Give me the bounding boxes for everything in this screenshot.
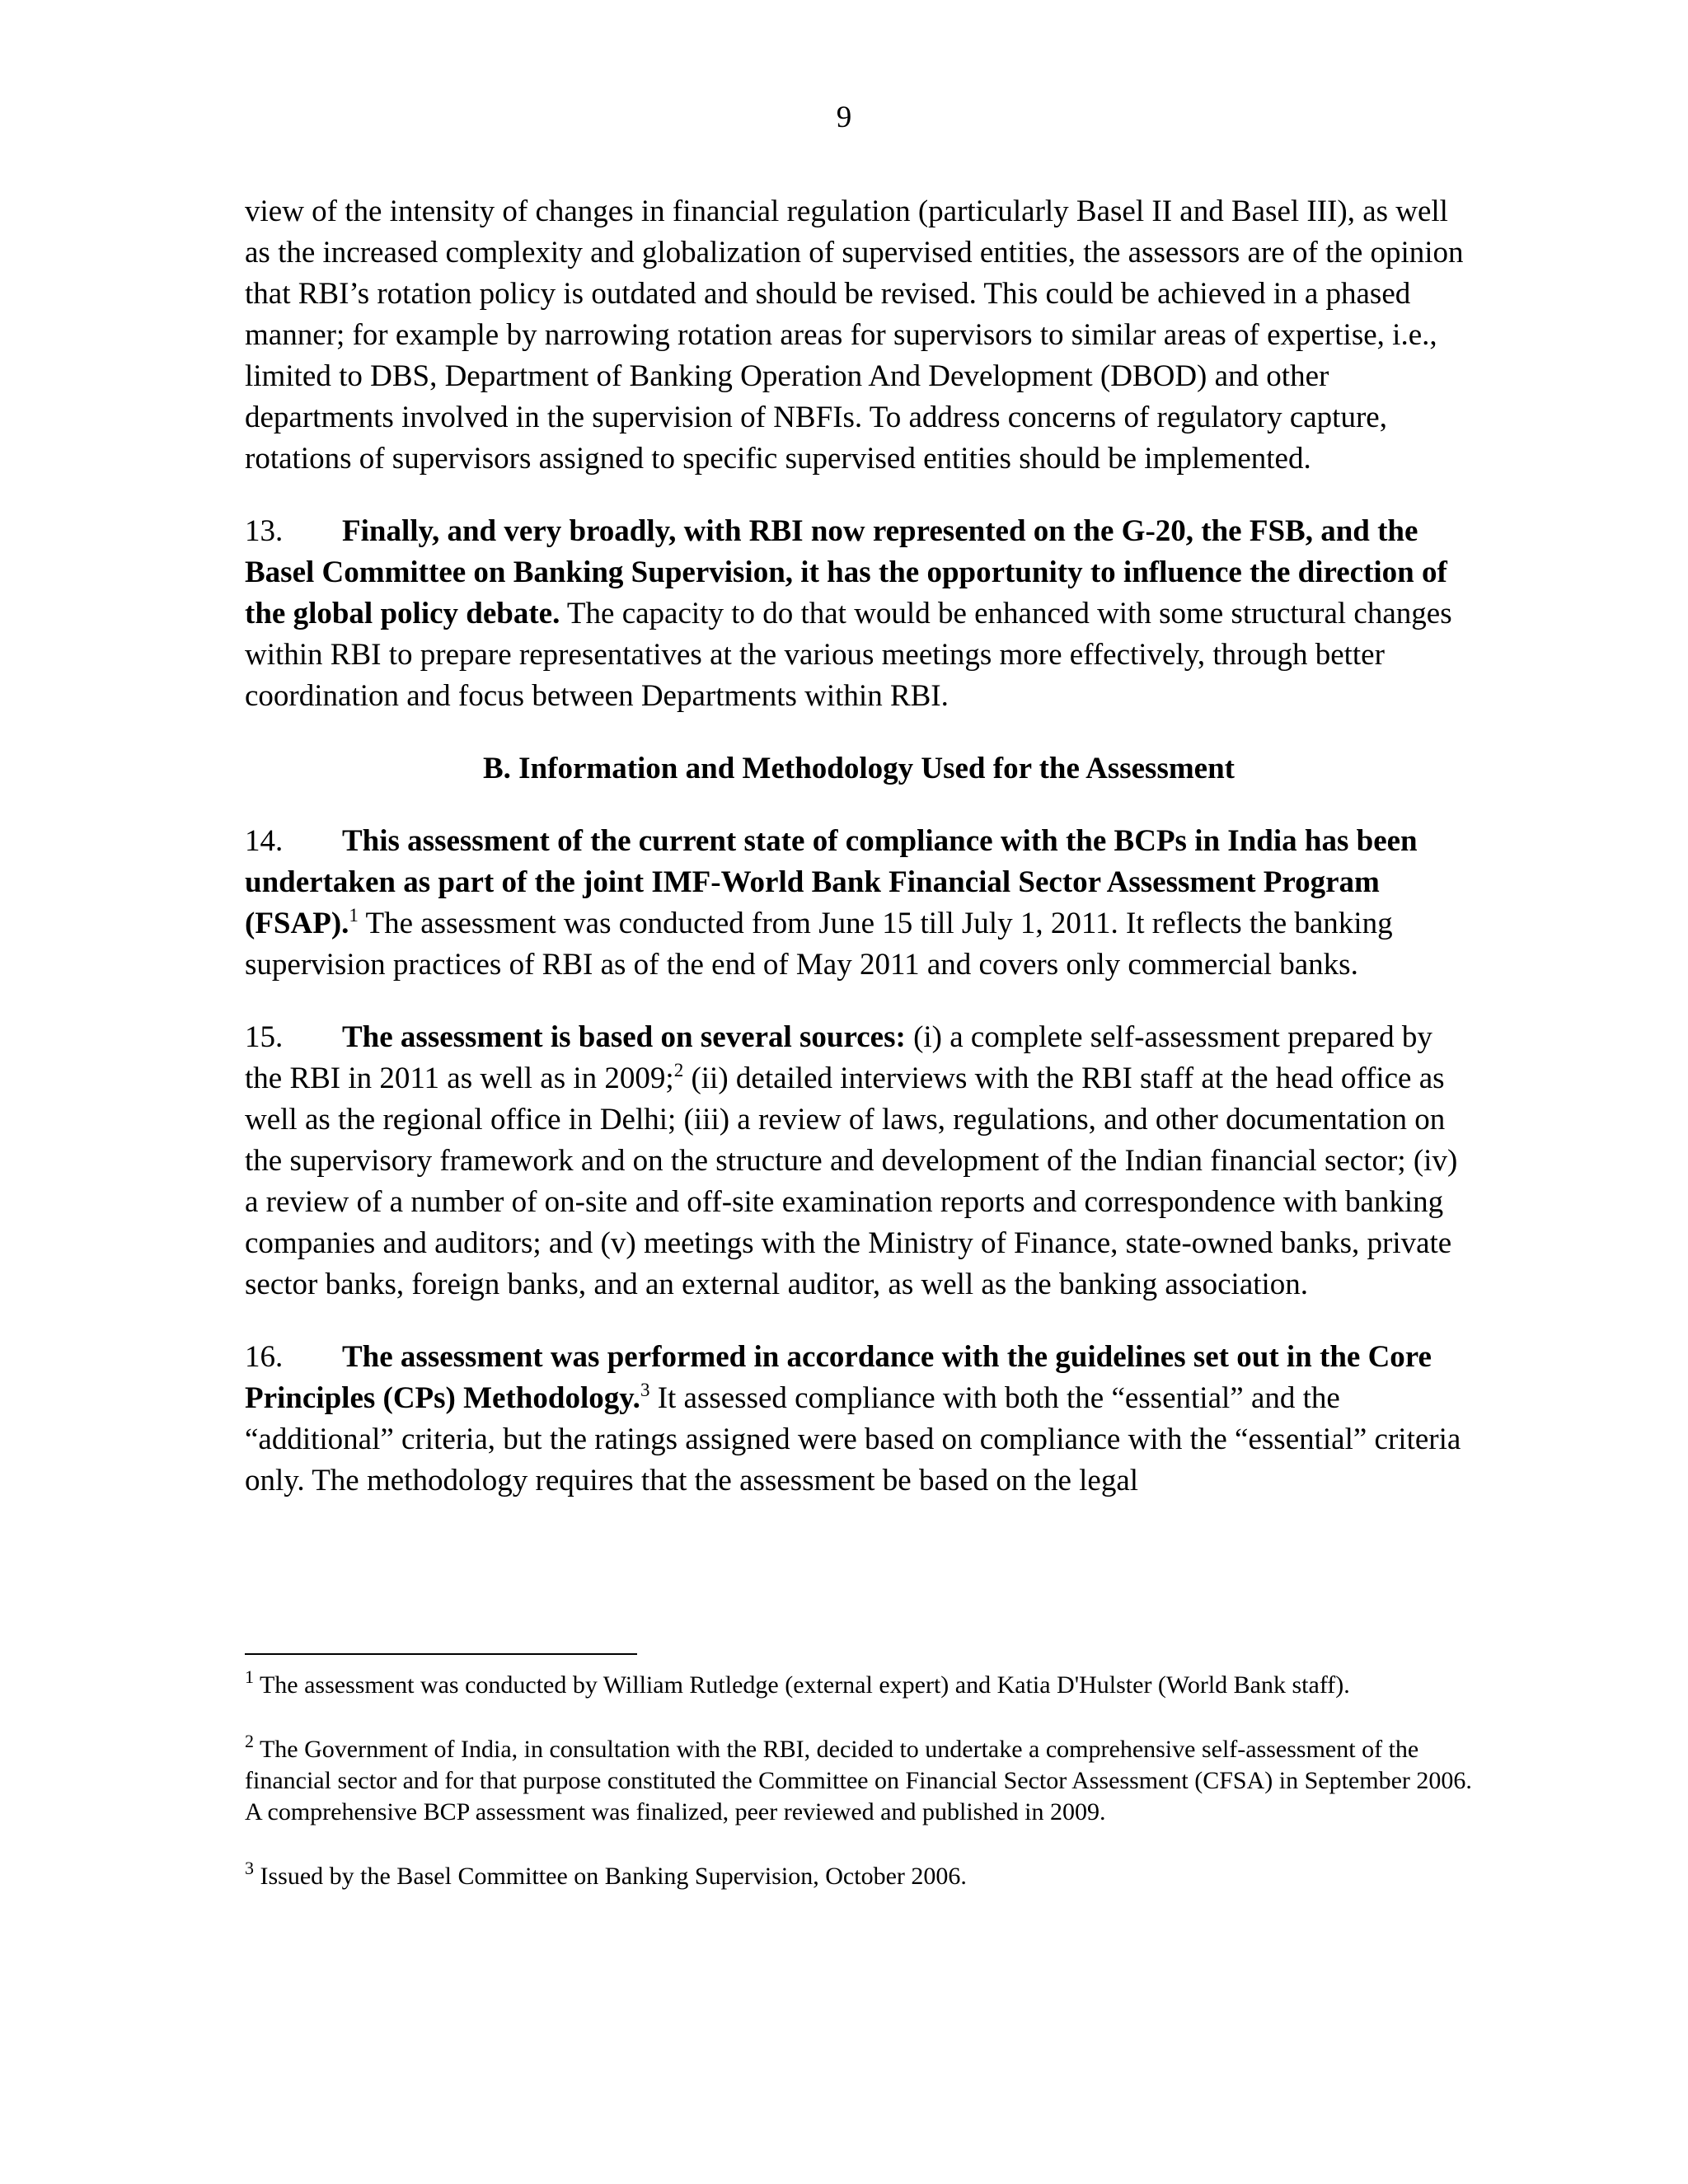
paragraph-text: (i) a complete self-assessment prepared by the RBI in 2011 as well as in 2009;	[245, 1020, 1432, 1095]
section-heading: B. Information and Methodology Used for the Assessment	[482, 752, 1235, 785]
paragraph-lead-bold: The assessment was performed in accordance with the guidelines set out in the Core Principles (CPs) Methodology.	[245, 1340, 1432, 1415]
body-text	[245, 191, 1473, 1502]
footnote-ref[interactable]: 1	[349, 905, 359, 926]
footnote-text: The Government of India, in consultation with the RBI, decided to undertake a comprehensive self-assessment of the financial sector and for that purpose constituted the Committee on Financial Sector Assessment (CFSA) in September 2006. A comprehensive BCP assessment was finalized, peer reviewed and published in 2009.	[245, 1736, 1472, 1825]
paragraph-16	[245, 1337, 1473, 1502]
paragraph-15	[245, 1017, 1473, 1305]
footnote-3	[245, 1858, 1473, 1892]
paragraph-number: 15.	[245, 1020, 284, 1054]
paragraph-text: The capacity to do that would be enhanced with some structural changes within RBI to prepare representatives at the various meetings more effectively, through better coordination and focus between Departments within RBI.	[245, 597, 1452, 713]
paragraph-lead-bold: Finally, and very broadly, with RBI now represented on the G-20, the FSB, and the Basel Committee on Banking Supervision, it has the opportunity to influence the direction of the global policy debate.	[245, 514, 1447, 630]
footnote-ref[interactable]: 2	[673, 1060, 684, 1080]
footnote-2	[245, 1731, 1473, 1828]
paragraph-number: 16.	[245, 1340, 284, 1374]
footnote-mark: 2	[245, 1731, 254, 1751]
paragraph-13	[245, 511, 1473, 717]
paragraph-text: It assessed compliance with both the “essential” and the “additional” criteria, but the ratings assigned were based on compliance with the “essential” criteria only. The methodology requires that the assessment be based on the legal	[245, 1381, 1461, 1497]
paragraph-number: 13.	[245, 514, 284, 548]
footnote-1	[245, 1666, 1473, 1701]
footnote-mark: 3	[245, 1858, 254, 1878]
paragraph-lead-bold: The assessment is based on several sources:	[342, 1020, 906, 1054]
paragraph-number: 14.	[245, 824, 284, 858]
paragraph-12-continued: view of the intensity of changes in financial regulation (particularly Basel II and Basel III), as well as the increased complexity and globalization of supervised entities, the assessors are of the opinion that RBI’s rotation policy is outdated and should be revised. This could be achieved in a phased manner; for example by narrowing rotation areas for supervisors to similar areas of expertise, i.e., limited to DBS, Department of Banking Operation And Development (DBOD) and other departments involved in the supervision of NBFIs. To address concerns of regulatory capture, rotations of supervisors assigned to specific supervised entities should be implemented.	[245, 194, 1464, 476]
page-number: 9	[836, 101, 852, 134]
paragraph-text: The assessment was conducted from June 15 till July 1, 2011. It reflects the banking supervision practices of RBI as of the end of May 2011 and covers only commercial banks.	[245, 907, 1393, 982]
paragraph-lead-bold: This assessment of the current state of compliance with the BCPs in India has been undertaken as part of the joint IMF-World Bank Financial Sector Assessment Program (FSAP).	[245, 824, 1418, 940]
paragraph-14	[245, 821, 1473, 986]
footnotes	[245, 1666, 1473, 1925]
footnote-ref[interactable]: 3	[640, 1380, 650, 1400]
footnote-divider	[245, 1653, 637, 1655]
footnote-text: The assessment was conducted by William Rutledge (external expert) and Katia D'Hulster (World Bank staff).	[254, 1671, 1350, 1699]
footnote-mark: 1	[245, 1666, 254, 1687]
footnote-text: Issued by the Basel Committee on Banking Supervision, October 2006.	[254, 1863, 967, 1890]
paragraph-text: (ii) detailed interviews with the RBI staff at the head office as well as the regional office in Delhi; (iii) a review of laws, regulations, and other documentation on the supervisory framework and on the structure and development of the Indian financial sector; (iv) a review of a number of on-site and off-site examination reports and correspondence with banking companies and auditors; and (v) meetings with the Ministry of Finance, state-owned banks, private sector banks, foreign banks, and an external auditor, as well as the banking association.	[245, 1062, 1458, 1301]
